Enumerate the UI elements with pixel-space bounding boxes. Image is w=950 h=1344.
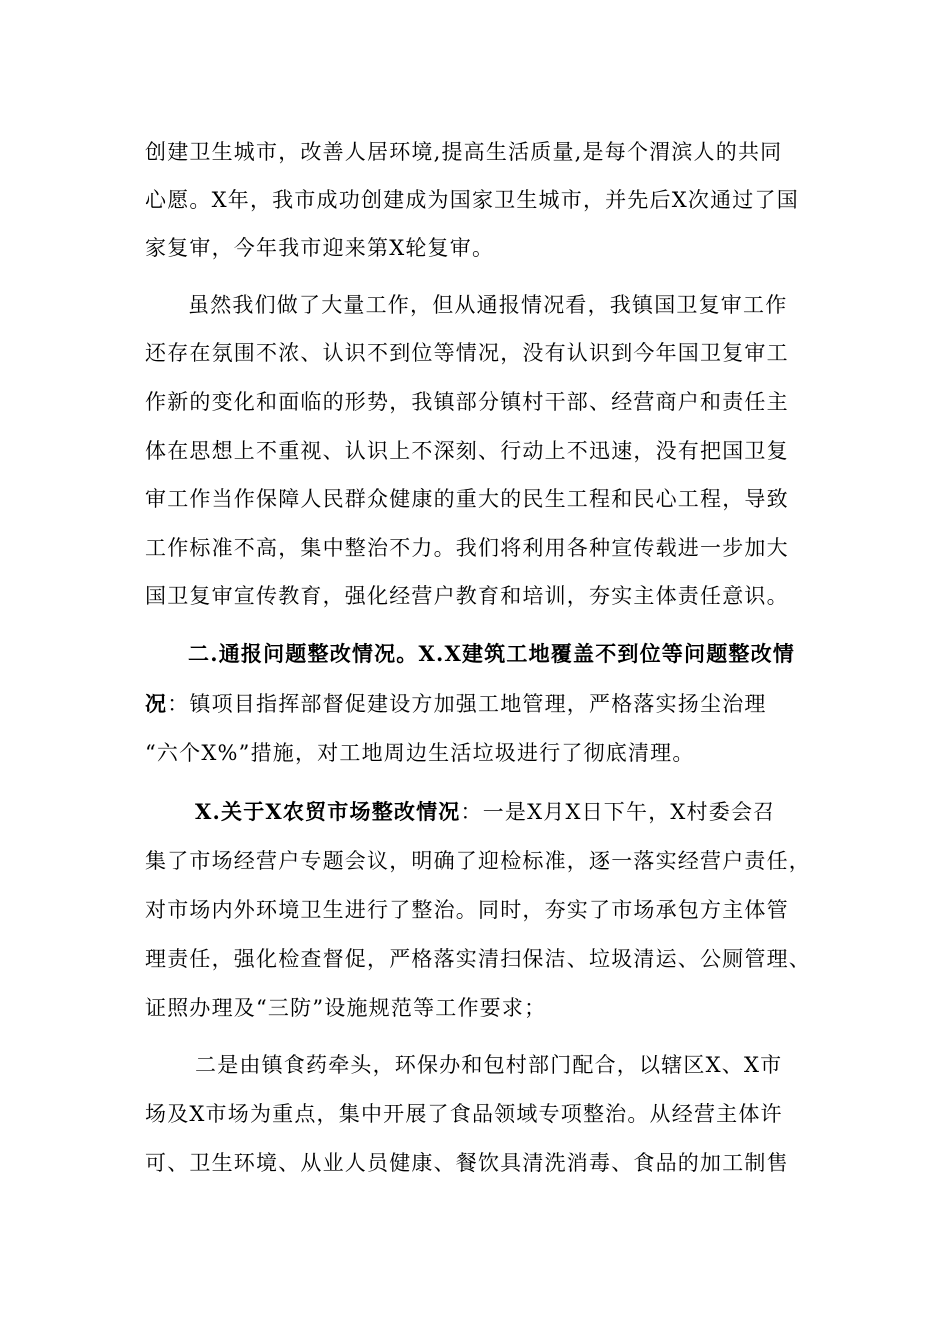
paragraph-4-line-1-text: ：一是X月X日下午，X村委会召 bbox=[460, 800, 776, 824]
paragraph-2-line-7: 国卫复审宣传教育，强化经营户教育和培训，夯实主体责任意识。 bbox=[145, 584, 789, 608]
paragraph-1-line-2: 心愿。X年，我市成功创建成为国家卫生城市，并先后X次通过了国 bbox=[145, 188, 799, 212]
section-heading-line-1: 二.通报问题整改情况。X.X建筑工地覆盖不到位等问题整改情 bbox=[188, 641, 796, 666]
paragraph-4-line-5: 证照办理及“三防”设施规范等工作要求； bbox=[145, 996, 547, 1020]
paragraph-2-line-5: 审工作当作保障人民群众健康的重大的民生工程和民心工程，导致 bbox=[145, 487, 789, 511]
paragraph-2-line-1: 虽然我们做了大量工作，但从通报情况看，我镇国卫复审工作 bbox=[188, 293, 788, 317]
paragraph-2-line-2: 还存在氛围不浓、认识不到位等情况，没有认识到今年国卫复审工 bbox=[145, 341, 789, 365]
paragraph-2-line-3: 作新的变化和面临的形势，我镇部分镇村干部、经营商户和责任主 bbox=[145, 390, 789, 414]
paragraph-5-line-3: 可、卫生环境、从业人员健康、餐饮具清洗消毒、食品的加工制售 bbox=[145, 1151, 789, 1175]
paragraph-4-line-2: 集了市场经营户专题会议，明确了迎检标准，逐一落实经营户责任， bbox=[145, 849, 811, 873]
paragraph-4-line-4: 理责任，强化检查督促，严格落实清扫保洁、垃圾清运、公厕管理、 bbox=[145, 947, 811, 971]
paragraph-3-line-3: “六个X%”措施，对工地周边生活垃圾进行了彻底清理。 bbox=[145, 741, 695, 765]
section-heading-end: 况 bbox=[145, 691, 168, 716]
paragraph-4-line-1 bbox=[195, 797, 865, 827]
subsection-heading: X.关于X农贸市场整改情况 bbox=[195, 799, 461, 824]
paragraph-5-line-2: 场及X市场为重点，集中开展了食品领域专项整治。从经营主体许 bbox=[145, 1102, 783, 1126]
paragraph-4-line-3: 对市场内外环境卫生进行了整治。同时，夯实了市场承包方主体管 bbox=[145, 898, 789, 922]
paragraph-2-line-6: 工作标准不高，集中整治不力。我们将利用各种宣传载进一步加大 bbox=[145, 536, 789, 560]
paragraph-3-line-2 bbox=[145, 689, 815, 719]
paragraph-5-line-1: 二是由镇食药牵头，环保办和包村部门配合，以辖区X、X市 bbox=[195, 1053, 783, 1077]
paragraph-3-line-2-text: ：镇项目指挥部督促建设方加强工地管理，严格落实扬尘治理 bbox=[167, 692, 767, 716]
paragraph-2-line-4: 体在思想上不重视、认识上不深刻、行动上不迅速，没有把国卫复 bbox=[145, 439, 789, 463]
paragraph-1-line-3: 家复审，今年我市迎来第X轮复审。 bbox=[145, 236, 495, 260]
paragraph-1-line-1: 创建卫生城市，改善人居环境,提高生活质量,是每个渭滨人的共同 bbox=[145, 140, 783, 164]
